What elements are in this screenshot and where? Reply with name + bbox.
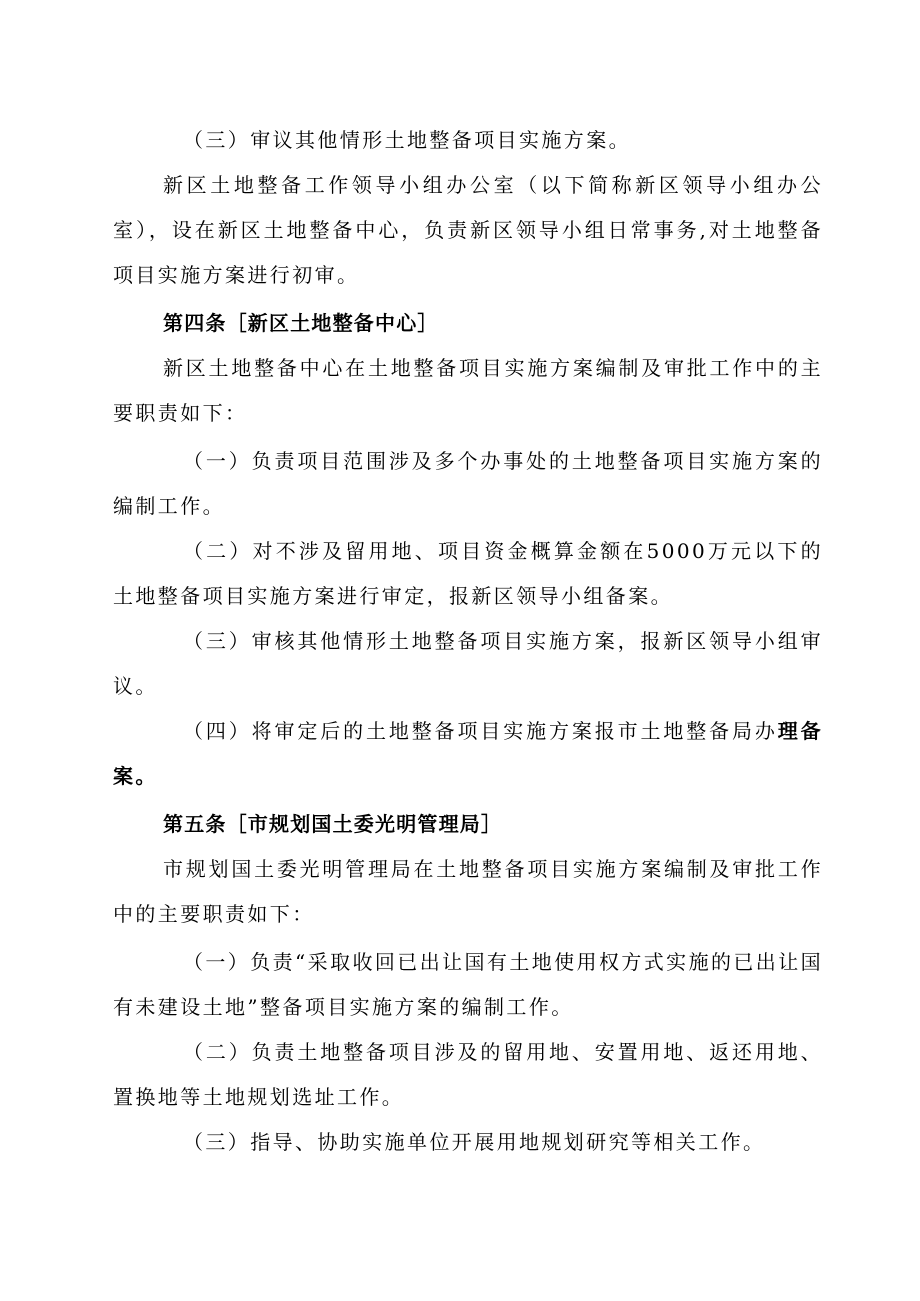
paragraph-bureau-item-3: （三）指导、协助实施单位开展用地规划研究等相关工作。 xyxy=(183,1130,766,1154)
paragraph-center-item-3: （三）审核其他情形土地整备项目实施方案，报新区领导小组审议。 xyxy=(113,629,823,698)
paragraph-center-item-4-bold-text: 理备案。 xyxy=(113,719,823,788)
paragraph-item-3-review: （三）审议其他情形土地整备项目实施方案。 xyxy=(183,128,631,152)
paragraph-bureau-item-2: （二）负责土地整备项目涉及的留用地、安置用地、返还用地、置换地等土地规划选址工作。 xyxy=(113,1040,823,1109)
paragraph-center-duties: 新区土地整备中心在土地整备项目实施方案编制及审批工作中的主要职责如下： xyxy=(113,356,823,425)
article-4-heading: 第四条［新区土地整备中心］ xyxy=(163,311,439,335)
paragraph-center-item-4 xyxy=(113,709,823,799)
paragraph-center-item-2: （二）对不涉及留用地、项目资金概算金额在5000万元以下的土地整备项目实施方案进行审定，报新区领导小组备案。 xyxy=(113,539,823,608)
document-body xyxy=(113,118,823,1165)
paragraph-bureau-item-1: （一）负责“采取收回已出让国有土地使用权方式实施的已出让国有未建设土地”整备项目实施方案的编制工作。 xyxy=(113,950,823,1019)
paragraph-office-setup: 新区土地整备工作领导小组办公室（以下简称新区领导小组办公室），设在新区土地整备中心，负责新区领导小组日常事务,对土地整备项目实施方案进行初审。 xyxy=(113,173,823,287)
paragraph-center-item-1: （一）负责项目范围涉及多个办事处的土地整备项目实施方案的编制工作。 xyxy=(113,449,823,518)
paragraph-bureau-duties: 市规划国土委光明管理局在土地整备项目实施方案编制及审批工作中的主要职责如下： xyxy=(113,857,823,926)
article-5-heading: 第五条［市规划国土委光明管理局］ xyxy=(163,812,503,836)
paragraph-center-item-4-text: （四）将审定后的土地整备项目实施方案报市土地整备局办 xyxy=(183,719,778,743)
